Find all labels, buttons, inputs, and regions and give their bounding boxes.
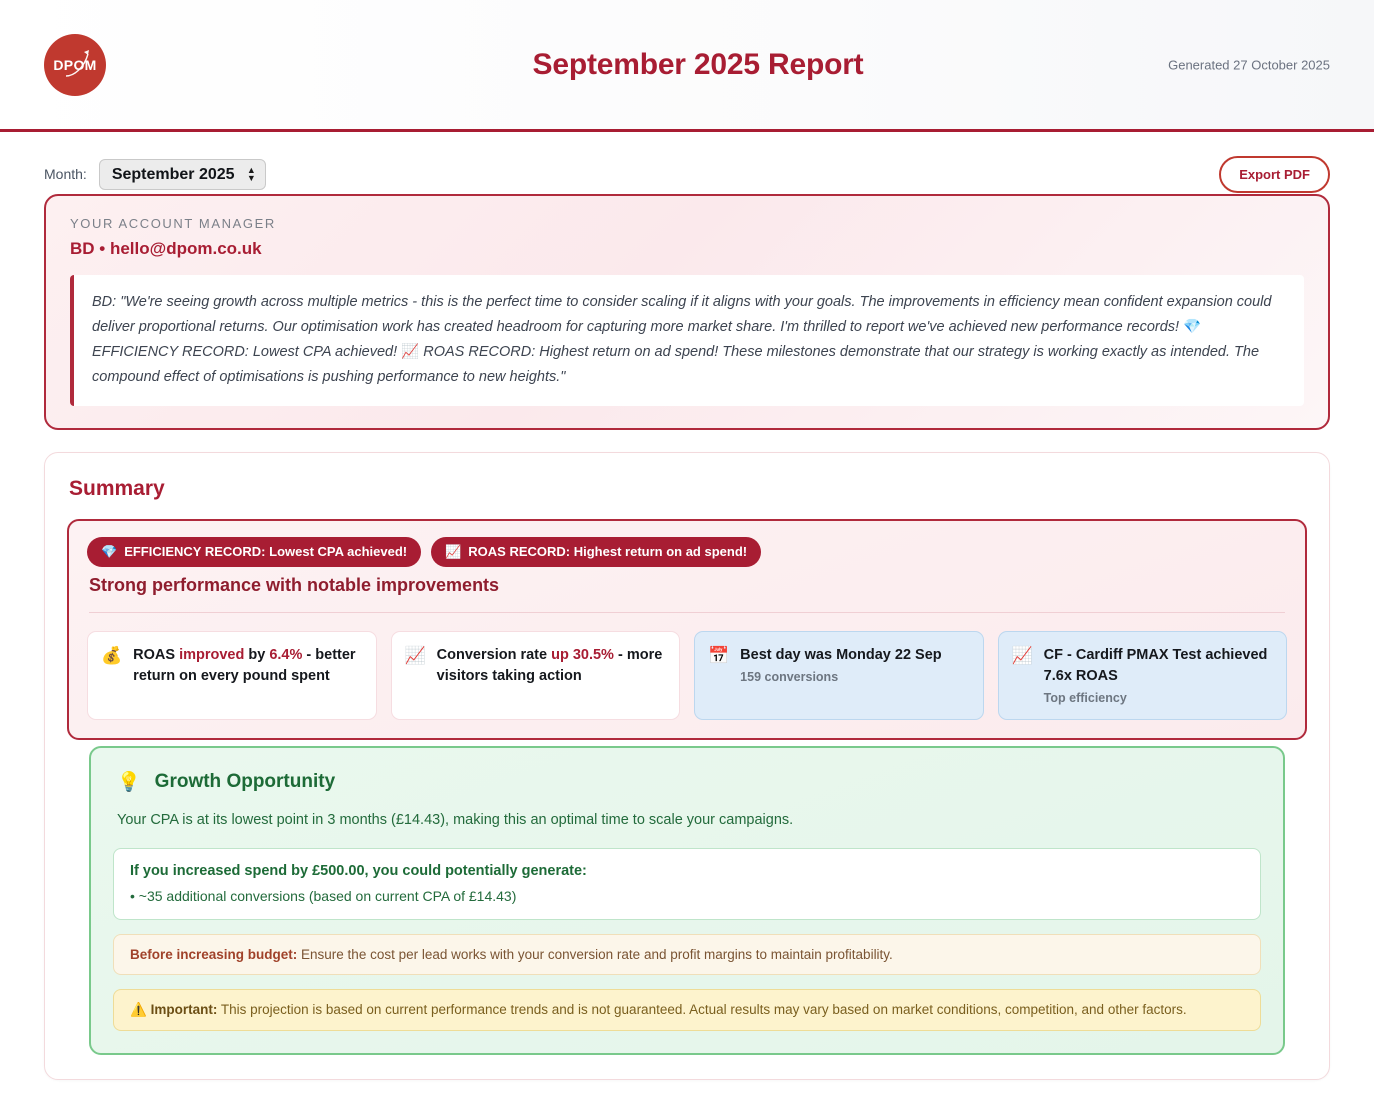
metric-text: ROAS improved by 6.4% - better return on every pound spent bbox=[133, 646, 356, 684]
account-manager-card bbox=[44, 194, 1330, 430]
month-label: Month: bbox=[44, 166, 87, 182]
metric-card-roas bbox=[87, 631, 377, 720]
growth-opportunity-header bbox=[117, 770, 1261, 794]
page-title: September 2025 Report bbox=[532, 47, 864, 81]
important-text: This projection is based on current performance trends and is not guaranteed. Actual results may vary based on market conditions, competition, and other factors. bbox=[217, 1001, 1187, 1017]
metric-text: Conversion rate up 30.5% - more visitors taking action bbox=[436, 646, 663, 684]
metric-card-best-day bbox=[694, 631, 984, 720]
month-select[interactable] bbox=[99, 159, 266, 190]
chart-increasing-icon: 📈 bbox=[445, 543, 462, 559]
month-select-wrapper[interactable] bbox=[99, 159, 266, 190]
summary-metrics bbox=[87, 631, 1287, 720]
chart-increasing-icon: 📈 bbox=[404, 645, 426, 665]
account-manager-contact[interactable]: BD • hello@dpom.co.uk bbox=[70, 239, 262, 258]
chevron-updown-icon: ▲ ▼ bbox=[246, 165, 256, 183]
diamond-icon: 💎 bbox=[1183, 318, 1202, 335]
summary-headline-box bbox=[67, 519, 1307, 740]
growth-opportunity-section bbox=[89, 746, 1285, 1055]
record-badges bbox=[87, 537, 1287, 567]
page-header bbox=[0, 0, 1374, 132]
export-pdf-button[interactable]: Export PDF bbox=[1219, 156, 1330, 193]
budget-warning-box bbox=[113, 934, 1261, 975]
logo-text: DPOM bbox=[53, 56, 97, 73]
metric-subtext: 159 conversions bbox=[740, 669, 839, 684]
important-disclaimer-box bbox=[113, 989, 1261, 1031]
quote-text-part-3: ROAS RECORD: Highest return on ad spend! These milestones demonstrate that our strategy is working exactly as intended. The compound effect of optimisations is pushing performance to new heights." bbox=[92, 343, 1260, 385]
growth-projection-item: • ~35 additional conversions (based on current CPA of £14.43) bbox=[130, 887, 517, 904]
lightbulb-icon: 💡 bbox=[117, 771, 141, 793]
toolbar bbox=[0, 132, 1374, 194]
metric-text: CF - Cardiff PMAX Test achieved 7.6x ROAS bbox=[1043, 646, 1268, 684]
metric-card-top-campaign bbox=[998, 631, 1288, 720]
budget-warning-text: Ensure the cost per lead works with your conversion rate and profit margins to maintain profitability. bbox=[297, 946, 893, 962]
badge-label: EFFICIENCY RECORD: Lowest CPA achieved! bbox=[124, 544, 408, 560]
summary-divider bbox=[89, 612, 1285, 613]
quote-text-part-1: BD: "We're seeing growth across multiple metrics - this is the perfect time to consider scaling if it aligns with your goals. The improvements in efficiency mean confident expansion could deliver proportional returns. Our optimisation work has created headroom for capturing more market share. I'm thrilled to report we've achieved new performance records! bbox=[92, 294, 1272, 335]
badge-roas-record bbox=[431, 537, 761, 567]
warning-icon: ⚠️ bbox=[130, 1001, 147, 1017]
generated-timestamp: Generated 27 October 2025 bbox=[1168, 57, 1330, 72]
metric-card-conversion-rate bbox=[391, 631, 681, 720]
budget-warning-label: Before increasing budget: bbox=[130, 946, 298, 962]
money-bag-icon: 💰 bbox=[101, 645, 123, 665]
growth-projection-box bbox=[113, 848, 1261, 920]
account-manager-quote bbox=[70, 275, 1304, 406]
summary-headline: Strong performance with notable improvements bbox=[89, 574, 500, 595]
growth-projection-title: If you increased spend by £500.00, you could potentially generate: bbox=[130, 862, 587, 879]
account-manager-heading: YOUR ACCOUNT MANAGER bbox=[70, 216, 276, 231]
diamond-icon: 💎 bbox=[101, 543, 118, 559]
dpom-logo bbox=[44, 34, 106, 96]
growth-opportunity-title: Growth Opportunity bbox=[154, 770, 336, 792]
quote-text-part-2: EFFICIENCY RECORD: Lowest CPA achieved! bbox=[92, 343, 402, 360]
important-label: Important: bbox=[150, 1001, 218, 1017]
calendar-icon: 📅 bbox=[708, 645, 730, 665]
badge-label: ROAS RECORD: Highest return on ad spend! bbox=[468, 544, 748, 560]
growth-opportunity-lede: Your CPA is at its lowest point in 3 months (£14.43), making this an optimal time to scale your campaigns. bbox=[117, 811, 794, 828]
summary-card bbox=[44, 452, 1330, 1080]
chart-increasing-icon: 📈 bbox=[401, 343, 420, 360]
metric-subtext: Top efficiency bbox=[1043, 690, 1127, 705]
metric-text: Best day was Monday 22 Sep bbox=[740, 646, 942, 663]
chart-increasing-icon: 📈 bbox=[1011, 645, 1033, 665]
summary-title: Summary bbox=[69, 476, 165, 500]
badge-efficiency-record bbox=[87, 537, 421, 567]
